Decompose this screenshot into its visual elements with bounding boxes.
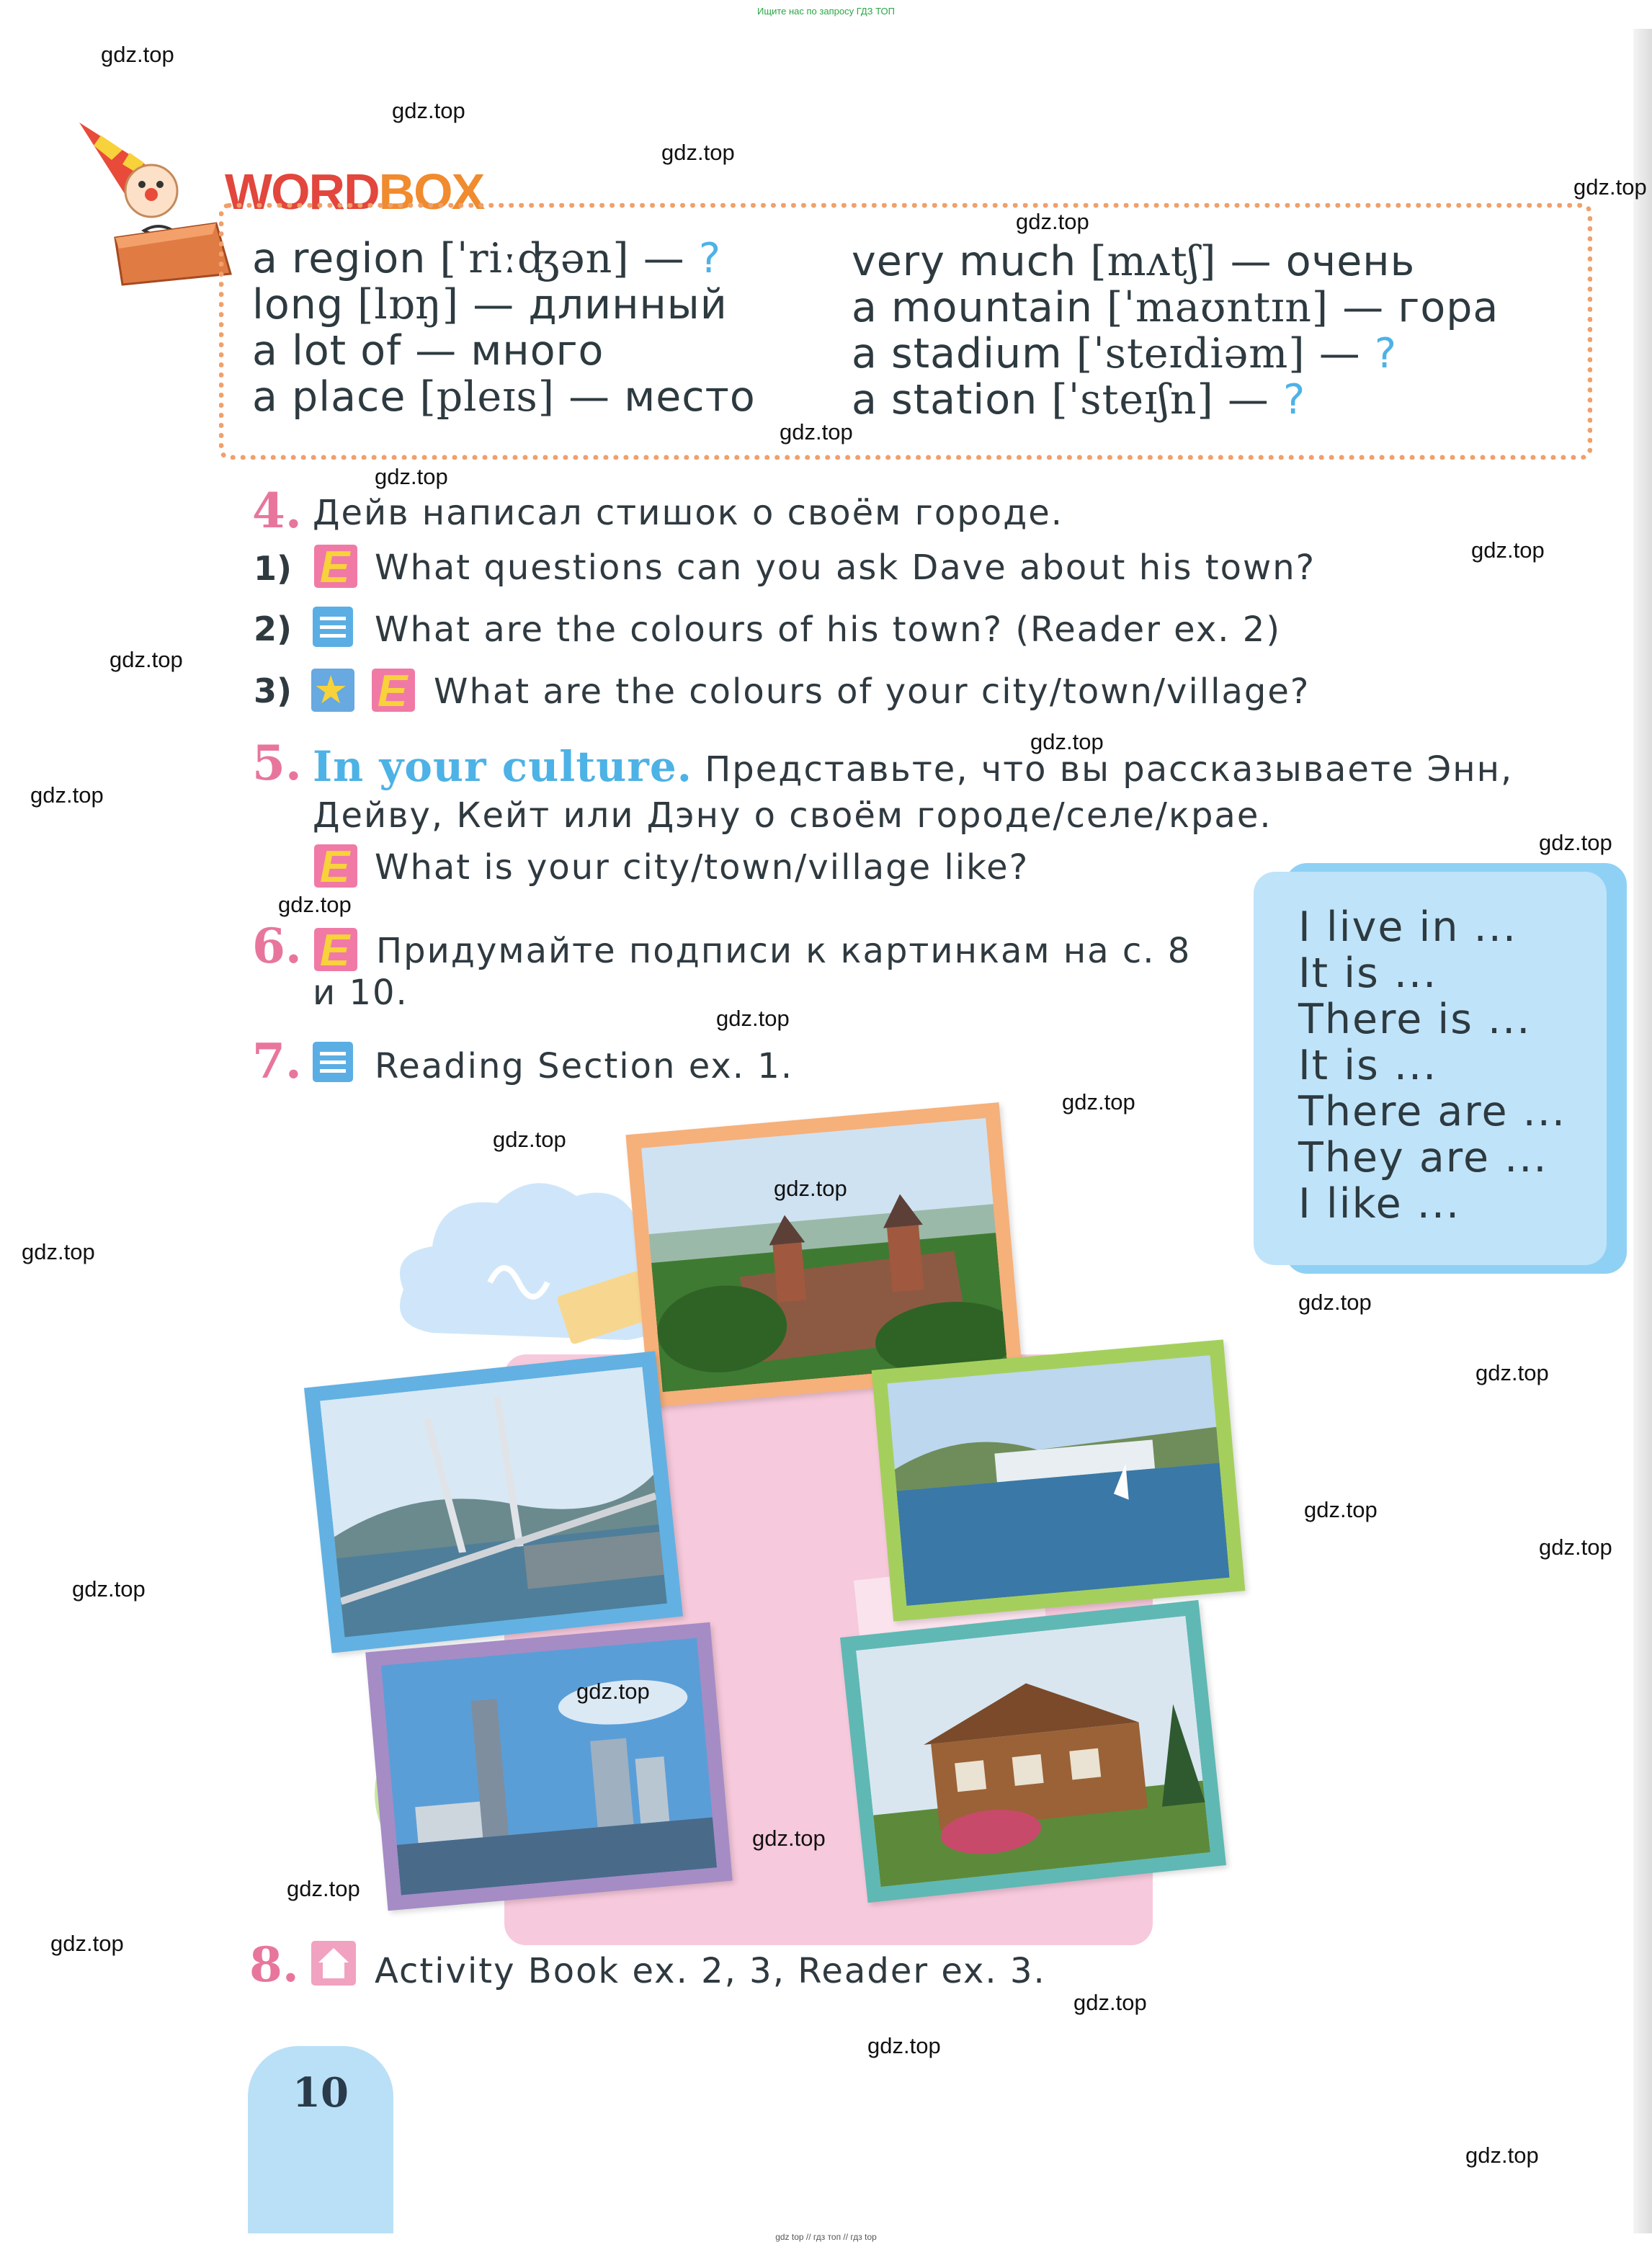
watermark: gdz.top <box>1465 2143 1539 2168</box>
watermark: gdz.top <box>101 42 174 67</box>
photo-house <box>840 1600 1226 1903</box>
exercise-7-number: 7. <box>252 1033 302 1089</box>
word: a place <box>252 373 406 421</box>
photo-bridge <box>304 1351 683 1653</box>
phrase-3: There is ... <box>1298 996 1532 1043</box>
dash: — <box>568 373 611 421</box>
word: a stadium <box>852 330 1063 378</box>
watermark: gdz.top <box>30 782 104 808</box>
word: a station <box>852 376 1038 424</box>
translation: ? <box>1374 330 1398 378</box>
watermark: gdz.top <box>1016 209 1089 234</box>
ipa: [pleɪs] <box>419 373 555 421</box>
phrase-1: I live in ... <box>1298 903 1517 951</box>
watermark: gdz.top <box>1539 1535 1612 1560</box>
exercise-6-number: 6. <box>252 918 302 974</box>
exercise-8-number: 8. <box>249 1937 299 1993</box>
translation: гора <box>1398 284 1499 331</box>
phrase-5: There are ... <box>1298 1088 1567 1135</box>
watermark: gdz.top <box>774 1176 847 1201</box>
exercise-5-number: 5. <box>252 735 302 791</box>
translation: длинный <box>528 281 728 329</box>
ipa: [mʌtʃ] <box>1090 238 1217 285</box>
watermark: gdz.top <box>1073 1990 1147 2015</box>
word: very much <box>852 238 1077 285</box>
star-icon: ★ <box>311 669 354 712</box>
watermark: gdz.top <box>493 1127 566 1152</box>
watermark: gdz.top <box>1539 830 1612 855</box>
wordbox-entry-mountain <box>852 284 1499 331</box>
dash: — <box>1230 238 1272 285</box>
photo-seaside <box>872 1339 1246 1621</box>
phrase-7: I like ... <box>1298 1180 1461 1228</box>
ipa: [ˈmaʊntɪn] <box>1107 284 1329 331</box>
exercise-5-line-2: Дейву, Кейт или Дэну о своём городе/селе/крае. <box>313 795 1272 836</box>
word: a lot of <box>252 327 402 375</box>
dash: — <box>643 235 685 282</box>
exercise-4-1-text: What questions can you ask Dave about his town? <box>375 548 1316 588</box>
dash: — <box>1342 284 1385 331</box>
translation: место <box>624 373 756 421</box>
wordbox-entry-place <box>252 373 756 421</box>
ipa: [ˈsteɪdiəm] <box>1076 330 1305 378</box>
ipa: [ˈsteɪʃn] <box>1051 376 1214 424</box>
exercise-4-2-text: What are the colours of his town? (Reader ex. 2) <box>375 609 1282 650</box>
wordbox-title-box: BOX <box>378 164 484 220</box>
wordbox-entry-stadium <box>852 330 1397 378</box>
in-your-culture-label: In your culture. <box>313 742 692 791</box>
word: long <box>252 281 344 329</box>
home-icon <box>311 1941 356 1986</box>
translation: ? <box>1283 376 1306 424</box>
exercise-6-text-1: Придумайте подписи к картинкам на с. 8 <box>376 931 1192 971</box>
wordbox-title-word: WORD <box>225 164 379 220</box>
watermark: gdz.top <box>1298 1290 1372 1315</box>
city-skyline-icon <box>381 1638 717 1895</box>
watermark: gdz.top <box>287 1876 360 1901</box>
dash: — <box>1227 376 1269 424</box>
translation: много <box>470 327 604 375</box>
ipa: [ˈriːʤən] <box>439 235 630 282</box>
photo-city <box>365 1622 733 1911</box>
exercise-5-text-1: Представьте, что вы рассказываете Энн, <box>705 749 1514 790</box>
exercise-4-3-number: 3) <box>254 671 293 710</box>
watermark: gdz.top <box>110 647 183 672</box>
speaking-e-icon: E <box>372 669 415 712</box>
exercise-4-number: 4. <box>252 483 302 539</box>
watermark: gdz.top <box>1030 729 1104 754</box>
wordbox-entry-station <box>852 376 1305 424</box>
translation: ? <box>698 235 722 282</box>
kremlin-landscape-icon <box>641 1118 1007 1393</box>
exercise-4-3-text: What are the colours of your city/town/village? <box>434 671 1311 712</box>
dash: — <box>415 327 457 375</box>
watermark: gdz.top <box>716 1006 790 1031</box>
watermark: gdz.top <box>1573 174 1647 200</box>
reader-book-icon <box>313 607 353 647</box>
bridge-landscape-icon <box>320 1367 667 1637</box>
speaking-e-icon: E <box>314 928 357 971</box>
speaking-e-icon: E <box>314 545 357 588</box>
watermark: gdz.top <box>780 419 853 445</box>
page-number: 10 <box>293 2069 349 2117</box>
exercise-4-text: Дейв написал стишок о своём городе. <box>313 493 1064 533</box>
exercise-6-text-2: и 10. <box>313 973 408 1013</box>
exercise-4-1-number: 1) <box>254 549 293 588</box>
watermark: gdz.top <box>576 1679 650 1704</box>
dash: — <box>473 281 515 329</box>
wordbox-entry-long <box>252 281 728 329</box>
wordbox-entry-a-lot-of <box>252 327 604 375</box>
watermark: gdz.top <box>1062 1089 1135 1115</box>
dash: — <box>1318 330 1361 378</box>
wordbox-entry-region <box>252 235 721 282</box>
wordbox-entry-very-much <box>852 238 1415 285</box>
phrase-2: It is ... <box>1298 950 1438 997</box>
reader-book-icon <box>313 1042 353 1082</box>
speaking-e-icon: E <box>314 844 357 888</box>
watermark: gdz.top <box>1471 537 1545 563</box>
translation: очень <box>1285 238 1416 285</box>
watermark: gdz.top <box>278 892 352 917</box>
phrase-6: They are ... <box>1298 1134 1548 1182</box>
watermark: gdz.top <box>867 2033 941 2058</box>
wooden-house-icon <box>856 1616 1210 1887</box>
watermark: gdz.top <box>72 1576 146 1602</box>
word: a region <box>252 235 427 282</box>
watermark: gdz.top <box>661 140 735 165</box>
exercise-8-text: Activity Book ex. 2, 3, Reader ex. 3. <box>375 1951 1046 1991</box>
page-edge-shadow <box>1633 29 1652 2233</box>
exercise-5-question: What is your city/town/village like? <box>375 847 1030 888</box>
word: a mountain <box>852 284 1093 331</box>
top-note: Ищите нас по запросу ГДЗ ТОП <box>757 6 895 17</box>
ipa: [lɒŋ] <box>357 281 460 329</box>
watermark: gdz.top <box>1475 1360 1549 1385</box>
exercise-5-line-1 <box>313 742 1513 791</box>
watermark: gdz.top <box>22 1239 95 1264</box>
bottom-note: gdz top // гдз топ // гдз top <box>775 2232 877 2242</box>
exercise-4-2-number: 2) <box>254 609 293 648</box>
seaside-landscape-icon <box>887 1355 1229 1606</box>
watermark: gdz.top <box>50 1931 124 1956</box>
watermark: gdz.top <box>1304 1497 1378 1522</box>
watermark: gdz.top <box>392 98 465 123</box>
watermark: gdz.top <box>752 1826 826 1851</box>
exercise-7-text: Reading Section ex. 1. <box>375 1046 794 1086</box>
watermark: gdz.top <box>375 464 448 489</box>
phrase-4: It is ... <box>1298 1042 1438 1089</box>
